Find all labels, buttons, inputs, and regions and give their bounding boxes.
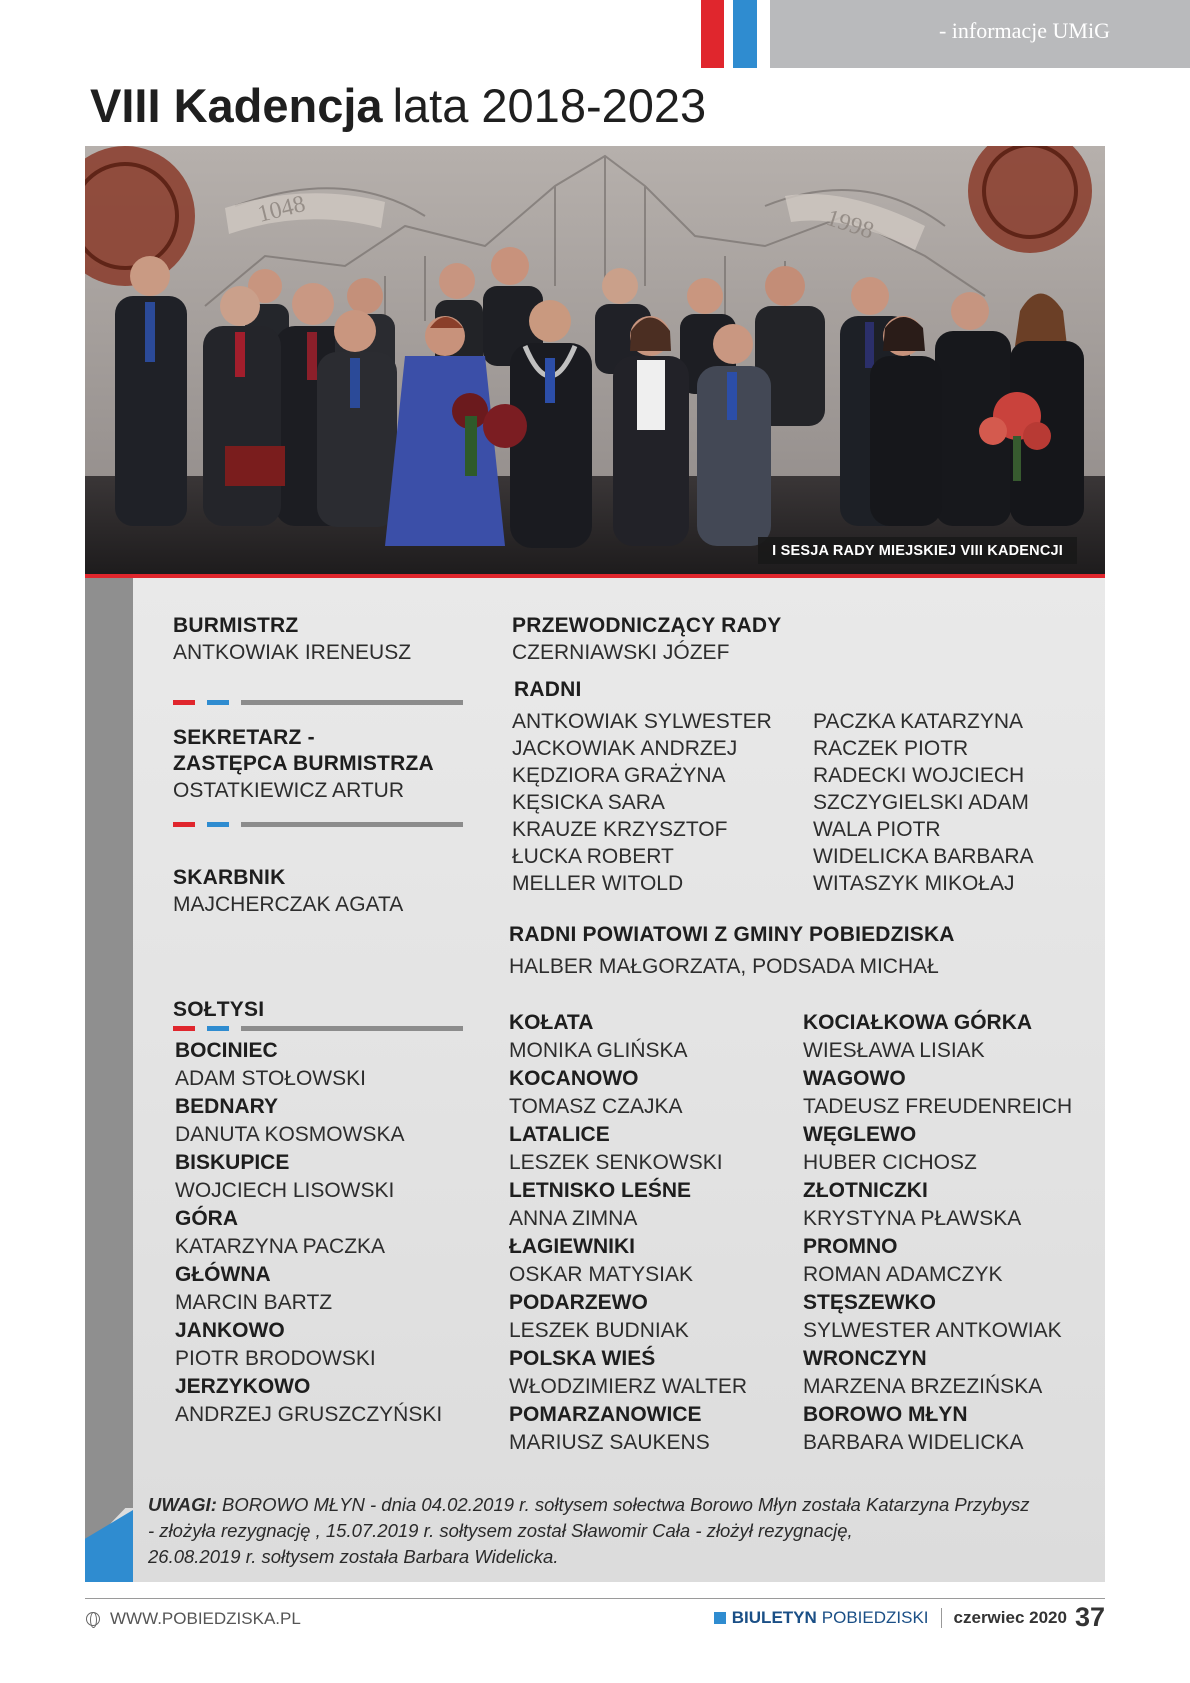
- soltys-name: MARIUSZ SAUKENS: [509, 1431, 710, 1454]
- soltys-name: MONIKA GLIŃSKA: [509, 1039, 688, 1062]
- soltys-name: DANUTA KOSMOWSKA: [175, 1123, 405, 1146]
- village-name: PROMNO: [803, 1235, 898, 1258]
- group-photo: [85, 146, 1105, 574]
- note-label: UWAGI:: [148, 1494, 217, 1515]
- radny-name: MELLER WITOLD: [512, 872, 684, 895]
- village-name: STĘSZEWKO: [803, 1291, 937, 1314]
- footer-website[interactable]: [86, 1609, 301, 1629]
- radny-name: KĘDZIORA GRAŻYNA: [512, 764, 726, 787]
- soltys-name: WIESŁAWA LISIAK: [803, 1039, 985, 1062]
- soltys-name: MARCIN BARTZ: [175, 1291, 333, 1314]
- soltys-name: ANDRZEJ GRUSZCZYŃSKI: [175, 1403, 443, 1426]
- soltys-name: ANNA ZIMNA: [509, 1207, 638, 1230]
- divider-3: [173, 1026, 463, 1031]
- website-link[interactable]: WWW.POBIEDZISKA.PL: [110, 1609, 301, 1628]
- sekretarz-heading-line2: ZASTĘPCA BURMISTRZA: [173, 752, 434, 775]
- page-title-strong: VIII Kadencja: [90, 79, 383, 132]
- note-line-3: 26.08.2019 r. sołtysem została Barbara Widelicka.: [148, 1546, 559, 1567]
- village-name: GÓRA: [175, 1207, 238, 1230]
- soltys-name: TOMASZ CZAJKA: [509, 1095, 683, 1118]
- panel-left-bar: [85, 578, 133, 1508]
- radny-name: ŁUCKA ROBERT: [512, 845, 674, 868]
- soltys-name: WŁODZIMIERZ WALTER: [509, 1375, 747, 1398]
- village-name: WAGOWO: [803, 1067, 906, 1090]
- photo-ribbon-year-left: 1048: [255, 190, 309, 228]
- radny-name: KĘSICKA SARA: [512, 791, 665, 814]
- village-name: JERZYKOWO: [175, 1375, 311, 1398]
- soltys-name: KATARZYNA PACZKA: [175, 1235, 386, 1258]
- header-red-stripe: [701, 0, 724, 68]
- skarbnik-name: MAJCHERCZAK AGATA: [173, 893, 404, 916]
- soltys-name: KRYSTYNA PŁAWSKA: [803, 1207, 1022, 1230]
- village-name: GŁÓWNA: [175, 1263, 271, 1286]
- village-name: ŁAGIEWNIKI: [509, 1235, 635, 1258]
- village-name: JANKOWO: [175, 1319, 285, 1342]
- soltys-name: SYLWESTER ANTKOWIAK: [803, 1319, 1062, 1342]
- radny-name: JACKOWIAK ANDRZEJ: [512, 737, 738, 760]
- radny-name: PACZKA KATARZYNA: [813, 710, 1024, 733]
- soltys-name: LESZEK BUDNIAK: [509, 1319, 689, 1342]
- radny-name: WIDELICKA BARBARA: [813, 845, 1034, 868]
- issue-date: czerwiec 2020: [953, 1607, 1067, 1627]
- soltys-name: MARZENA BRZEZIŃSKA: [803, 1375, 1043, 1398]
- soltys-name: HUBER CICHOSZ: [803, 1151, 977, 1174]
- square-bullet-icon: [714, 1612, 726, 1624]
- divider-2: [173, 822, 463, 827]
- radni-powiatowi-names: HALBER MAŁGORZATA, PODSADA MICHAŁ: [509, 955, 939, 978]
- przewodniczacy-name: CZERNIAWSKI JÓZEF: [512, 641, 730, 664]
- footer-separator: [941, 1608, 942, 1628]
- soltys-name: LESZEK SENKOWSKI: [509, 1151, 723, 1174]
- village-name: ZŁOTNICZKI: [803, 1179, 928, 1202]
- page-title: [90, 78, 706, 133]
- village-name: KOCANOWO: [509, 1067, 639, 1090]
- village-name: WRONCZYN: [803, 1347, 927, 1370]
- soltysi-heading: SOŁTYSI: [173, 998, 265, 1021]
- group-photo-illustration: [85, 146, 1105, 574]
- village-name: BISKUPICE: [175, 1151, 290, 1174]
- radny-name: RACZEK PIOTR: [813, 737, 969, 760]
- page-title-light: lata 2018-2023: [392, 79, 707, 132]
- village-name: BOCINIEC: [175, 1039, 278, 1062]
- village-name: WĘGLEWO: [803, 1123, 917, 1146]
- photo-caption: I SESJA RADY MIEJSKIEJ VIII KADENCJI: [758, 537, 1077, 564]
- radny-name: RADECKI WOJCIECH: [813, 764, 1025, 787]
- village-name: LETNISKO LEŚNE: [509, 1179, 692, 1202]
- radni-heading: RADNI: [514, 678, 582, 701]
- soltys-name: TADEUSZ FREUDENREICH: [803, 1095, 1073, 1118]
- note-line-2: - złożyła rezygnację , 15.07.2019 r. sołtysem został Sławomir Cała - złożył rezygnację,: [148, 1520, 853, 1541]
- village-name: KOŁATA: [509, 1011, 594, 1034]
- footer-rule: [85, 1598, 1105, 1599]
- radny-name: KRAUZE KRZYSZTOF: [512, 818, 728, 841]
- radny-name: ANTKOWIAK SYLWESTER: [512, 710, 772, 733]
- burmistrz-name: ANTKOWIAK IRENEUSZ: [173, 641, 412, 664]
- soltys-name: WOJCIECH LISOWSKI: [175, 1179, 395, 1202]
- globe-icon: [86, 1612, 100, 1626]
- soltys-name: ADAM STOŁOWSKI: [175, 1067, 366, 1090]
- section-label: - informacje UMiG: [938, 18, 1110, 43]
- village-name: LATALICE: [509, 1123, 610, 1146]
- radni-powiatowi-heading: RADNI POWIATOWI Z GMINY POBIEDZISKA: [509, 923, 955, 946]
- note-line-1: BOROWO MŁYN - dnia 04.02.2019 r. sołtysem sołectwa Borowo Młyn została Katarzyna Przybysz: [222, 1494, 1030, 1515]
- soltys-name: ROMAN ADAMCZYK: [803, 1263, 1003, 1286]
- village-name: POMARZANOWICE: [509, 1403, 702, 1426]
- soltys-name: OSKAR MATYSIAK: [509, 1263, 693, 1286]
- publication-name-bold: BIULETYN: [731, 1607, 817, 1627]
- publication-name-light: POBIEDZISKI: [821, 1607, 929, 1627]
- photo-ribbon-year-right: 1998: [823, 204, 877, 245]
- village-name: POLSKA WIEŚ: [509, 1347, 656, 1370]
- section-header-box: [770, 0, 1190, 68]
- soltys-name: BARBARA WIDELICKA: [803, 1431, 1024, 1454]
- skarbnik-heading: SKARBNIK: [173, 866, 286, 889]
- radny-name: WITASZYK MIKOŁAJ: [813, 872, 1015, 895]
- header-blue-stripe: [733, 0, 757, 68]
- soltys-name: PIOTR BRODOWSKI: [175, 1347, 376, 1370]
- przewodniczacy-heading: PRZEWODNICZĄCY RADY: [512, 614, 782, 637]
- sekretarz-name: OSTATKIEWICZ ARTUR: [173, 779, 405, 802]
- divider-1: [173, 700, 463, 705]
- note-block: [148, 1492, 1098, 1570]
- footer-publication: [714, 1602, 1105, 1633]
- village-name: BOROWO MŁYN: [803, 1403, 968, 1426]
- page-number: 37: [1074, 1602, 1105, 1632]
- village-name: BEDNARY: [175, 1095, 279, 1118]
- village-name: KOCIAŁKOWA GÓRKA: [803, 1011, 1033, 1034]
- radny-name: SZCZYGIELSKI ADAM: [813, 791, 1029, 814]
- sekretarz-heading-line1: SEKRETARZ -: [173, 726, 315, 749]
- village-name: PODARZEWO: [509, 1291, 648, 1314]
- burmistrz-heading: BURMISTRZ: [173, 614, 299, 637]
- radny-name: WALA PIOTR: [813, 818, 941, 841]
